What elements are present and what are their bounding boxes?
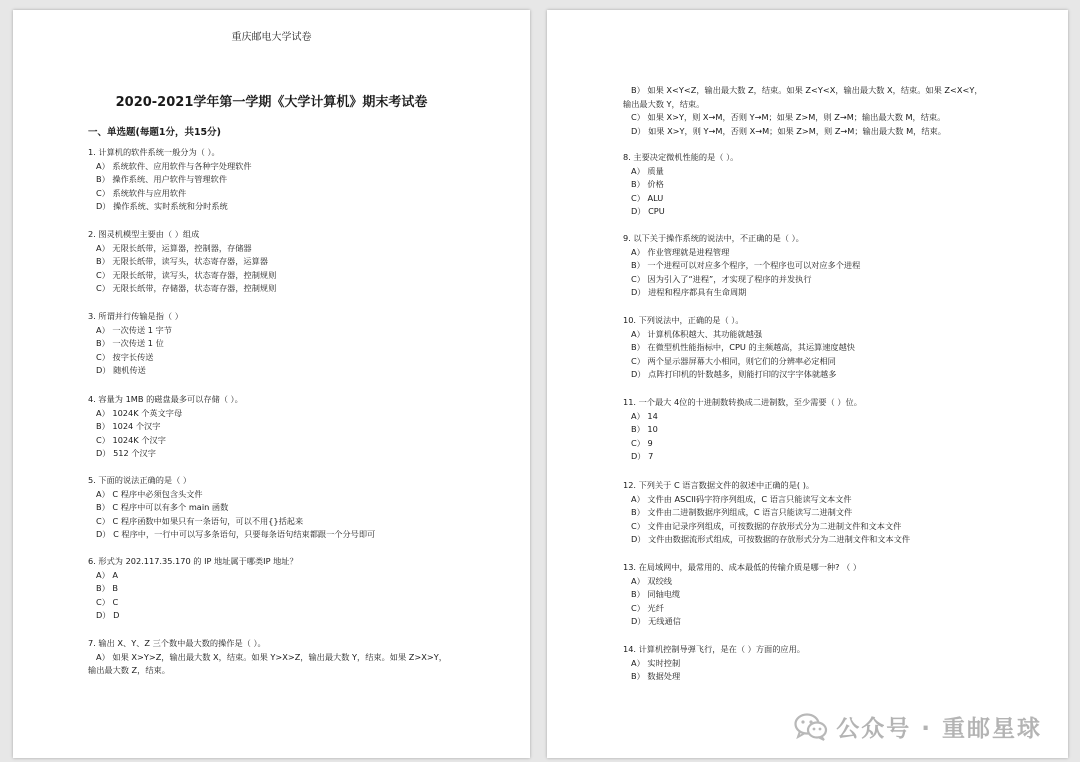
exam-page-right	[547, 10, 1068, 758]
question-block	[623, 479, 910, 547]
question-continuation	[623, 84, 983, 138]
answer-option: C） C 程序函数中如果只有一条语句，可以不用{}括起来	[96, 515, 304, 526]
answer-option: D） 随机传送	[96, 365, 146, 376]
answer-option: D） 点阵打印机的针数越多，则能打印的汉字字体就越多	[631, 369, 837, 380]
answer-option: A） A	[96, 569, 118, 580]
answer-option: A） 如果 X>Y>Z，输出最大数 X，结束。如果 Y>X>Z，输出最大数 Y，结束。如果 Z>X>Y，	[96, 651, 447, 662]
answer-option: A） 作业管理就是进程管理	[631, 246, 730, 257]
answer-option: B） 如果 X<Y<Z，输出最大数 Z，结束。如果 Z<Y<X，输出最大数 X，结束。如果 Z<X<Y，	[631, 85, 983, 95]
question-block	[88, 637, 447, 678]
question-stem: 7. 输出 X、Y、Z 三个数中最大数的操作是（ ）。	[88, 638, 266, 648]
answer-option: D） 无线通信	[631, 616, 681, 627]
answer-option: 输出最大数 Z，结束。	[88, 665, 170, 676]
answer-option: D） D	[96, 610, 120, 621]
answer-option: B） 同轴电缆	[631, 589, 681, 600]
answer-option: C） 1024K 个汉字	[96, 434, 166, 445]
section-title: 一、单选题(每题1分，共15分)	[88, 127, 222, 138]
answer-option: D） 512 个汉字	[96, 448, 156, 459]
answer-option: C） 9	[631, 437, 653, 448]
answer-option: 输出最大数 Y，结束。	[623, 98, 705, 109]
answer-option: A） 系统软件、应用软件与各种字处理软件	[96, 160, 252, 171]
question-block	[88, 310, 183, 378]
answer-option: A） 1024K 个英文字母	[96, 407, 183, 418]
answer-option: B） 数据处理	[631, 671, 681, 682]
question-block	[88, 555, 298, 623]
answer-option: A） 双绞线	[631, 575, 672, 586]
answer-option: B） 操作系统、用户软件与管理软件	[96, 174, 228, 185]
question-stem: 14. 计算机控制导弹飞行，是在（ ）方面的应用。	[623, 644, 805, 654]
watermark-text: 公众号 · 重邮星球	[836, 716, 1042, 742]
question-block	[88, 474, 375, 542]
question-stem: 10. 下列说法中，正确的是（ ）。	[623, 315, 744, 325]
answer-option: A） 实时控制	[631, 657, 681, 668]
answer-option: D） C 程序中，一行中可以写多条语句，只要每条语句结束都跟一个分号即可	[96, 529, 376, 540]
answer-option: A） 质量	[631, 165, 664, 176]
answer-option: D） 如果 X>Y，则 Y→M，否则 X→M；如果 Z>M，则 Z→M；输出最大数 M，结束。	[631, 125, 946, 136]
question-stem: 11. 一个最大 4位的十进制数转换成二进制数，至少需要（ ）位。	[623, 397, 862, 407]
page-header: 重庆邮电大学试卷	[231, 32, 312, 43]
answer-option: A） 14	[631, 410, 658, 421]
answer-option: B） 文件由二进制数据序列组成，C 语言只能读写二进制文件	[631, 507, 853, 518]
watermark	[794, 710, 1042, 743]
question-block	[623, 314, 855, 382]
answer-option: C） 无限长纸带，存储器，状态寄存器，控制规则	[96, 283, 277, 294]
answer-option: C） C	[96, 596, 119, 607]
answer-option: A） 无限长纸带，运算器，控制器，存储器	[96, 242, 252, 253]
answer-option: B） 价格	[631, 179, 664, 190]
question-stem: 12. 下列关于 C 语言数据文件的叙述中正确的是( )。	[623, 480, 815, 490]
question-block	[88, 228, 276, 296]
question-block	[623, 396, 862, 464]
answer-option: C） 按字长传送	[96, 351, 154, 362]
answer-option: B） 无限长纸带，读写头，状态寄存器，运算器	[96, 256, 268, 267]
answer-option: D） 操作系统、实时系统和分时系统	[96, 201, 228, 212]
answer-option: D） 进程和程序都具有生命周期	[631, 287, 747, 298]
question-block	[623, 643, 805, 684]
answer-option: C） ALU	[631, 192, 664, 203]
question-stem: 13. 在局域网中，最常用的、成本最低的传输介质是哪一种? （ ）	[623, 562, 862, 572]
question-stem: 2. 图灵机模型主要由（ ）组成	[88, 229, 200, 239]
question-block	[88, 146, 252, 214]
exam-page-left	[13, 10, 530, 758]
answer-option: C） 无限长纸带，读写头，状态寄存器，控制规则	[96, 269, 277, 280]
question-block	[623, 232, 860, 300]
answer-option: B） B	[96, 583, 119, 594]
question-stem: 5. 下面的说法正确的是（ ）	[88, 475, 192, 485]
answer-option: A） C 程序中必须包含头文件	[96, 488, 203, 499]
question-stem: 1. 计算机的软件系统一般分为（ ）。	[88, 147, 220, 157]
answer-option: B） 一次传送 1 位	[96, 338, 164, 349]
answer-option: A） 一次传送 1 字节	[96, 324, 172, 335]
answer-option: D） 7	[631, 451, 654, 462]
answer-option: C） 如果 X>Y，则 X→M，否则 Y→M；如果 Z>M，则 Z→M；输出最大数 M，结束。	[631, 112, 946, 123]
answer-option: B） 10	[631, 424, 658, 435]
answer-option: D） 文件由数据流形式组成，可按数据的存放形式分为二进制文件和文本文件	[631, 534, 911, 545]
question-stem: 9. 以下关于操作系统的说法中，不正确的是（ ）。	[623, 233, 804, 243]
question-stem: 6. 形式为 202.117.35.170 的 IP 地址属于哪类IP 地址？	[88, 556, 298, 566]
question-block	[623, 151, 738, 219]
answer-option: A） 计算机体积越大、其功能就越强	[631, 328, 763, 339]
question-stem: 3. 所谓并行传输是指（ ）	[88, 311, 183, 321]
answer-option: A） 文件由 ASCII码字符序列组成，C 语言只能读写文本文件	[631, 493, 852, 504]
wechat-icon	[794, 713, 828, 741]
answer-option: B） C 程序中可以有多个 main 函数	[96, 502, 229, 513]
question-stem: 4. 容量为 1MB 的磁盘最多可以存储（ ）。	[88, 394, 243, 404]
answer-option: C） 文件由记录序列组成，可按数据的存放形式分为二进制文件和文本文件	[631, 520, 902, 531]
answer-option: B） 1024 个汉字	[96, 421, 161, 432]
answer-option: C） 系统软件与应用软件	[96, 187, 187, 198]
question-block	[623, 561, 861, 629]
answer-option: B） 一个进程可以对应多个程序，一个程序也可以对应多个进程	[631, 260, 861, 271]
answer-option: B） 在微型机性能指标中，CPU 的主频越高，其运算速度越快	[631, 342, 855, 353]
answer-option: C） 因为引入了“进程”，才实现了程序的并发执行	[631, 273, 812, 284]
answer-option: C） 光纤	[631, 602, 664, 613]
answer-option: C） 两个显示器屏幕大小相同，则它们的分辨率必定相同	[631, 355, 836, 366]
question-block	[88, 393, 243, 461]
exam-title: 2020-2021学年第一学期《大学计算机》期末考试卷	[115, 95, 428, 110]
question-stem: 8. 主要决定微机性能的是（ ）。	[623, 152, 739, 162]
answer-option: D） CPU	[631, 206, 665, 217]
